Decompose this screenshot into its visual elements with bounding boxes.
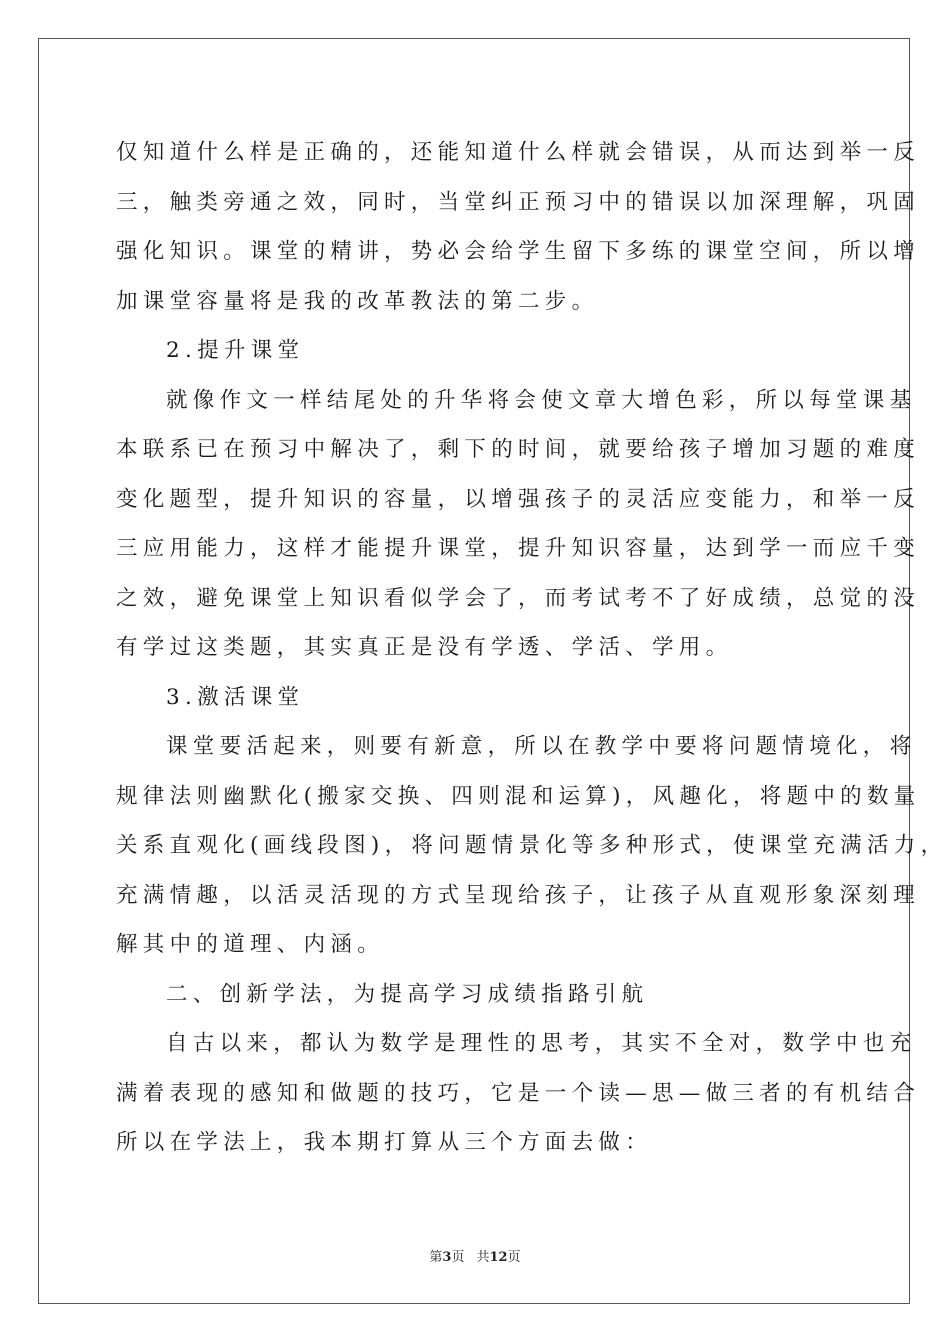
text-line: 课堂要活起来，则要有新意，所以在教学中要将问题情境化，将 — [166, 734, 917, 759]
page-footer — [0, 1246, 950, 1265]
text-line: 自古以来，都认为数学是理性的思考，其实不全对，数学中也充 — [166, 1031, 917, 1056]
section-heading: 二、创新学法，为提高学习成绩指路引航 — [166, 981, 649, 1007]
text-line: 三应用能力，这样才能提升课堂，提升知识容量，达到学一而应千变 — [116, 536, 921, 561]
total-prefix: 共 — [476, 1250, 490, 1265]
text-line: 仅知道什么样是正确的，还能知道什么样就会错误，从而达到举一反 — [116, 140, 921, 165]
page-total: 12 — [489, 1250, 508, 1265]
text-line: 解其中的道理、内涵。 — [116, 932, 385, 957]
text-line: 加课堂容量将是我的改革教法的第二步。 — [116, 288, 599, 314]
text-line: 强化知识。课堂的精讲，势必会给学生留下多练的课堂空间，所以增 — [116, 239, 921, 264]
page-unit: 页 — [451, 1250, 465, 1265]
document-body — [116, 128, 948, 1168]
text-line: 三，触类旁通之效，同时，当堂纠正预习中的错误以加深理解，巩固 — [116, 189, 921, 215]
page-current: 3 — [442, 1250, 452, 1265]
text-line: 规律法则幽默化(搬家交换、四则混和运算)，风趣化，将题中的数量 — [116, 783, 921, 809]
section-heading: 3.激活课堂 — [166, 684, 305, 710]
text-line: 所以在学法上，我本期打算从三个方面去做： — [116, 1130, 653, 1155]
total-unit: 页 — [507, 1250, 521, 1265]
text-line: 满着表现的感知和做题的技巧，它是一个读—思—做三者的有机结合 — [116, 1080, 921, 1106]
text-line: 就像作文一样结尾处的升华将会使文章大增色彩，所以每堂课基 — [166, 387, 917, 413]
text-line: 充满情趣，以活灵活现的方式呈现给孩子，让孩子从直观形象深刻理 — [116, 882, 921, 908]
text-line: 本联系已在预习中解决了，剩下的时间，就要给孩子增加习题的难度 — [116, 437, 921, 462]
text-line: 之效，避免课堂上知识看似学会了，而考试考不了好成绩，总觉的没 — [116, 585, 921, 611]
text-line: 有学过这类题，其实真正是没有学透、学活、学用。 — [116, 635, 733, 660]
text-line: 变化题型，提升知识的容量，以增强孩子的灵活应变能力，和举一反 — [116, 486, 921, 512]
text-line: 关系直观化(画线段图)，将问题情景化等多种形式，使课堂充满活力， — [116, 833, 948, 858]
page-prefix: 第 — [429, 1250, 443, 1265]
section-heading: 2.提升课堂 — [166, 338, 305, 363]
